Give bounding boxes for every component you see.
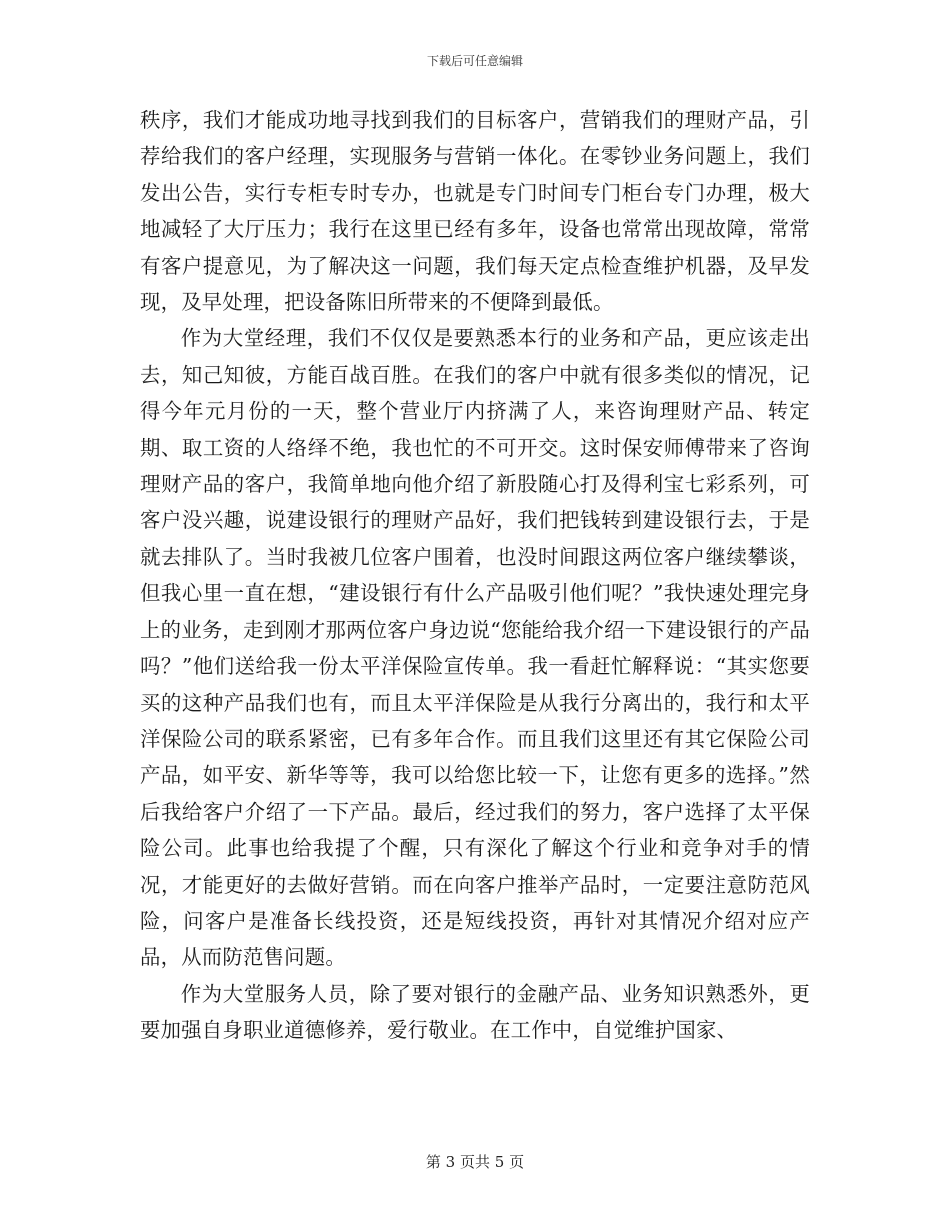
document-body <box>140 102 810 1049</box>
paragraph-order-and-equipment: 秩序，我们才能成功地寻找到我们的目标客户，营销我们的理财产品，引荐给我们的客户经理，实现服务与营销一体化。在零钞业务问题上，我们发出公告，实行专柜专时专办，也就是专门时间专门柜台专门办理，极大地减轻了大厅压力；我行在这里已经有多年，设备也常常出现故障，常常有客户提意见，为了解决这一问题，我们每天定点检查维护机器，及早发现，及早处理，把设备陈旧所带来的不便降到最低。 <box>140 108 810 315</box>
paragraph-lobby-manager-story: 作为大堂经理，我们不仅仅是要熟悉本行的业务和产品，更应该走出去，知己知彼，方能百战百胜。在我们的客户中就有很多类似的情况，记得今年元月份的一天，整个营业厅内挤满了人，来咨询理财产品、转定期、取工资的人络绎不绝，我也忙的不可开交。这时保安师傅带来了咨询理财产品的客户，我简单地向他介绍了新股随心打及得利宝七彩系列，可客户没兴趣，说建设银行的理财产品好，我们把钱转到建设银行去，于是就去排队了。当时我被几位客户围着，也没时间跟这两位客户继续攀谈，但我心里一直在想，“建设银行有什么产品吸引他们呢？”我快速处理完身上的业务，走到刚才那两位客户身边说“您能给我介绍一下建设银行的产品吗？”他们送给我一份太平洋保险宣传单。我一看赶忙解释说：“其实您要买的这种产品我们也有，而且太平洋保险是从我行分离出的，我行和太平洋保险公司的联系紧密，已有多年合作。而且我们这里还有其它保险公司产品，如平安、新华等等，我可以给您比较一下，让您有更多的选择。”然后我给客户介绍了一下产品。最后，经过我们的努力，客户选择了太平保险公司。此事也给我提了个醒，只有深化了解这个行业和竞争对手的情况，才能更好的去做好营销。而在向客户推举产品时，一定要注意防范风险，问客户是准备长线投资，还是短线投资，再针对其情况介绍对应产品，从而防范售问题。 <box>140 326 810 970</box>
paragraph-professional-ethics: 作为大堂服务人员，除了要对银行的金融产品、业务知识熟悉外，更要加强自身职业道德修养，爱行敬业。在工作中，自觉维护国家、 <box>140 981 810 1043</box>
page-number: 第 3 页共 5 页 <box>425 1153 525 1171</box>
page-header: 下载后可任意编辑 <box>426 54 523 68</box>
